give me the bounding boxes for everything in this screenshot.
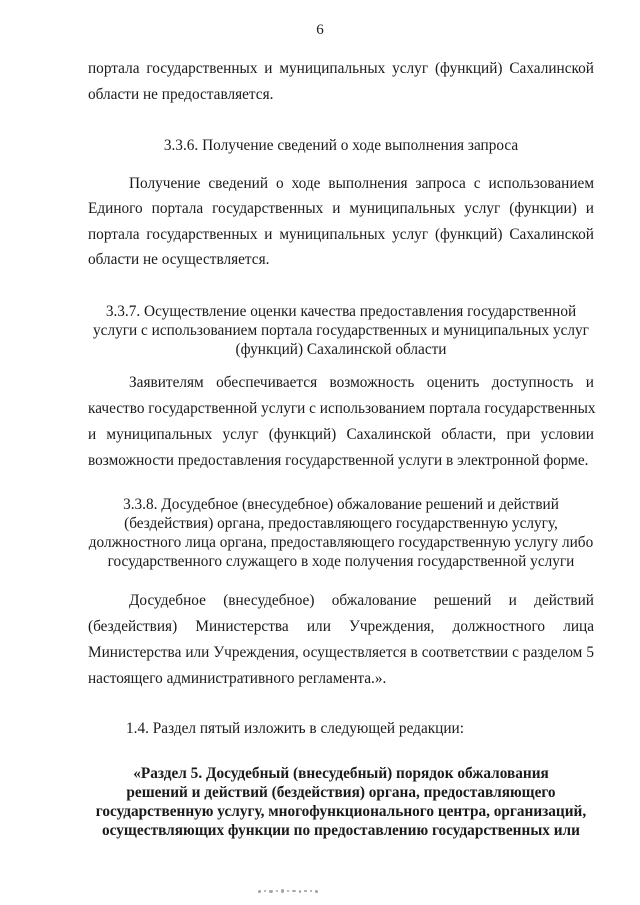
bold-heading: осуществляющих функции по предоставлению государственных или bbox=[102, 822, 580, 839]
text-line: возможности предоставления государственной услуги в электронной форме. bbox=[88, 452, 589, 469]
text-line: портала государственных и муниципальных услуг (функций) Сахалинской bbox=[88, 60, 594, 77]
text-line: настоящего административного регламента.». bbox=[88, 670, 387, 687]
text-line: Заявителям обеспечивается возможность оценить доступность и bbox=[129, 374, 594, 391]
section-heading: 3.3.7. Осуществление оценки качества предоставления государственной bbox=[105, 303, 577, 320]
text-line: Досудебное (внесудебное) обжалование решений и действий bbox=[129, 592, 594, 609]
section-heading: должностного лица органа, предоставляющего государственную услугу либо bbox=[88, 534, 594, 551]
text-line: 1.4. Раздел пятый изложить в следующей редакции: bbox=[126, 720, 464, 737]
page-number: 6 bbox=[316, 22, 324, 38]
section-heading: 3.3.6. Получение сведений о ходе выполнения запроса bbox=[163, 137, 519, 154]
text-line: (бездействия) Министерства или Учреждения, должностного лица bbox=[88, 618, 594, 635]
section-heading: государственного служащего в ходе получения государственной услуги bbox=[107, 553, 575, 570]
section-heading: (функций) Сахалинской области bbox=[235, 341, 447, 358]
text-line: области не предоставляется. bbox=[88, 86, 274, 103]
bold-heading: государственную услугу, многофункционального центра, организаций, bbox=[95, 803, 587, 820]
text-line: Министерства или Учреждения, осуществляется в соответствии с разделом 5 bbox=[88, 644, 594, 661]
section-heading: (бездействия) органа, предоставляющего государственную услугу, bbox=[124, 515, 558, 532]
text-line: и муниципальных услуг (функций) Сахалинской области, при условии bbox=[88, 426, 594, 443]
scan-smudge bbox=[258, 886, 368, 896]
text-line: качество государственной услуги с использованием портала государственных bbox=[88, 400, 596, 417]
bold-heading: «Раздел 5. Досудебный (внесудебный) порядок обжалования bbox=[133, 765, 549, 782]
section-heading: 3.3.8. Досудебное (внесудебное) обжалование решений и действий bbox=[123, 496, 559, 513]
text-line: Единого портала государственных и муниципальных услуг (функции) и bbox=[88, 200, 594, 217]
text-line: Получение сведений о ходе выполнения запроса с использованием bbox=[129, 175, 594, 192]
bold-heading: решений и действий (бездействия) органа, предоставляющего bbox=[126, 784, 556, 801]
text-line: области не осуществляется. bbox=[88, 251, 270, 268]
section-heading: услуги с использованием портала государственных и муниципальных услуг bbox=[93, 322, 589, 339]
text-line: портала государственных и муниципальных услуг (функций) Сахалинской bbox=[88, 226, 594, 243]
